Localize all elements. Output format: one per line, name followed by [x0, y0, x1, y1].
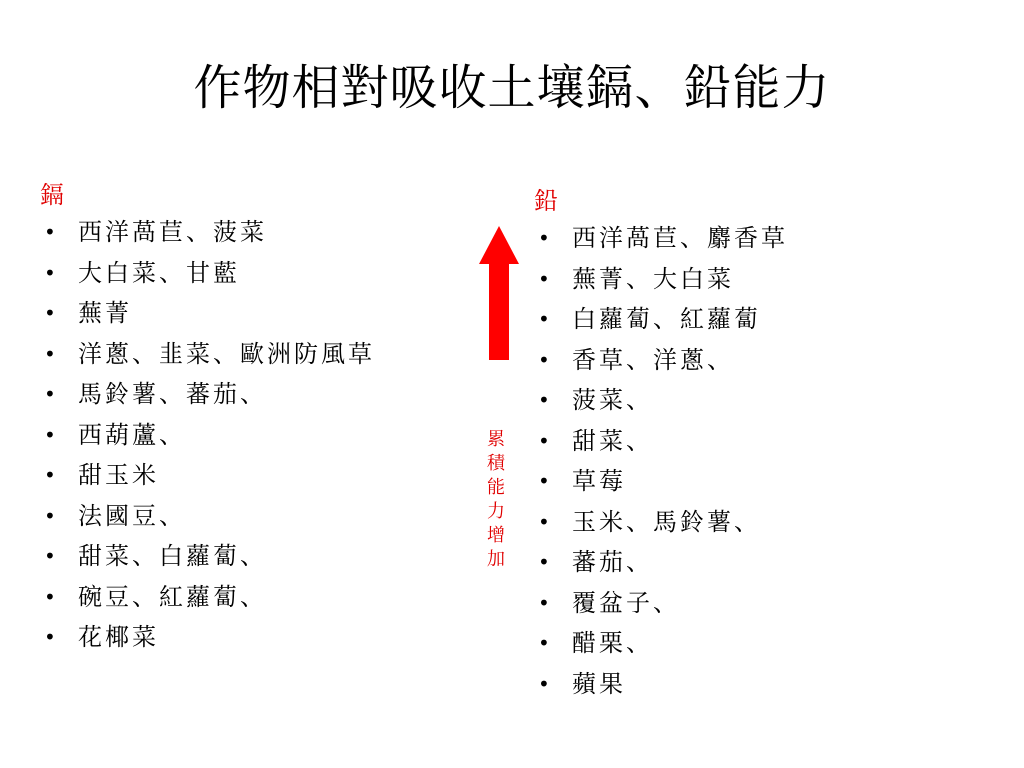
- bullet-icon: •: [538, 671, 553, 696]
- list-item: • 甜菜、白蘿蔔、: [40, 536, 375, 577]
- bullet-icon: •: [538, 226, 553, 250]
- lead-column: [534, 184, 788, 704]
- list-item: • 玉米、馬鈴薯、: [534, 502, 788, 543]
- bullet-icon: •: [538, 550, 553, 574]
- bullet-icon: •: [538, 469, 553, 493]
- list-item: • 蕃茄、: [534, 542, 788, 583]
- page-title: 作物相對吸收土壤鎘、鉛能力: [193, 60, 831, 116]
- list-item: • 白蘿蔔、紅蘿蔔: [534, 299, 788, 340]
- list-item: • 西洋萵苣、麝香草: [534, 218, 788, 259]
- lead-heading: 鉛: [534, 187, 558, 215]
- list-item: • 甜菜、: [534, 421, 788, 462]
- list-item: • 洋蔥、韭菜、歐洲防風草: [40, 334, 375, 375]
- bullet-icon: •: [538, 590, 553, 615]
- list-item: • 醋栗、: [534, 623, 788, 664]
- list-item: • 蘋果: [534, 664, 788, 705]
- bullet-icon: •: [44, 260, 59, 285]
- accumulation-increase-label: 累 積 能 力 增 加: [487, 429, 505, 570]
- bullet-icon: •: [44, 301, 59, 325]
- bullet-icon: •: [44, 220, 59, 244]
- list-item: • 蕪菁、大白菜: [534, 259, 788, 300]
- cadmium-heading: 鎘: [40, 181, 64, 209]
- list-item: • 蕪菁: [40, 293, 375, 334]
- list-item: • 馬鈴薯、蕃茄、: [40, 374, 375, 415]
- bullet-icon: •: [538, 631, 553, 655]
- list-item: • 菠菜、: [534, 380, 788, 421]
- list-item: • 草莓: [534, 461, 788, 502]
- bullet-icon: •: [44, 341, 59, 366]
- list-item: • 甜玉米: [40, 455, 375, 496]
- bullet-icon: •: [44, 463, 59, 487]
- list-item: • 法國豆、: [40, 496, 375, 537]
- list-item: • 碗豆、紅蘿蔔、: [40, 577, 375, 618]
- list-item: • 花椰菜: [40, 617, 375, 658]
- bullet-icon: •: [44, 584, 59, 609]
- list-item: • 覆盆子、: [534, 583, 788, 624]
- bullet-icon: •: [44, 544, 59, 568]
- list-item: • 西葫蘆、: [40, 415, 375, 456]
- bullet-icon: •: [538, 347, 553, 372]
- up-arrow-icon: [479, 226, 519, 360]
- bullet-icon: •: [538, 388, 553, 412]
- cadmium-column: [40, 178, 375, 658]
- bullet-icon: •: [538, 307, 553, 331]
- lead-list: [534, 218, 788, 704]
- bullet-icon: •: [44, 625, 59, 649]
- cadmium-list: [40, 212, 375, 658]
- bullet-icon: •: [44, 422, 59, 447]
- list-item: • 香草、洋蔥、: [534, 340, 788, 381]
- bullet-icon: •: [44, 503, 59, 528]
- list-item: • 大白菜、甘藍: [40, 253, 375, 294]
- bullet-icon: •: [538, 266, 553, 291]
- bullet-icon: •: [538, 509, 553, 534]
- bullet-icon: •: [538, 428, 553, 453]
- bullet-icon: •: [44, 382, 59, 406]
- list-item: • 西洋萵苣、菠菜: [40, 212, 375, 253]
